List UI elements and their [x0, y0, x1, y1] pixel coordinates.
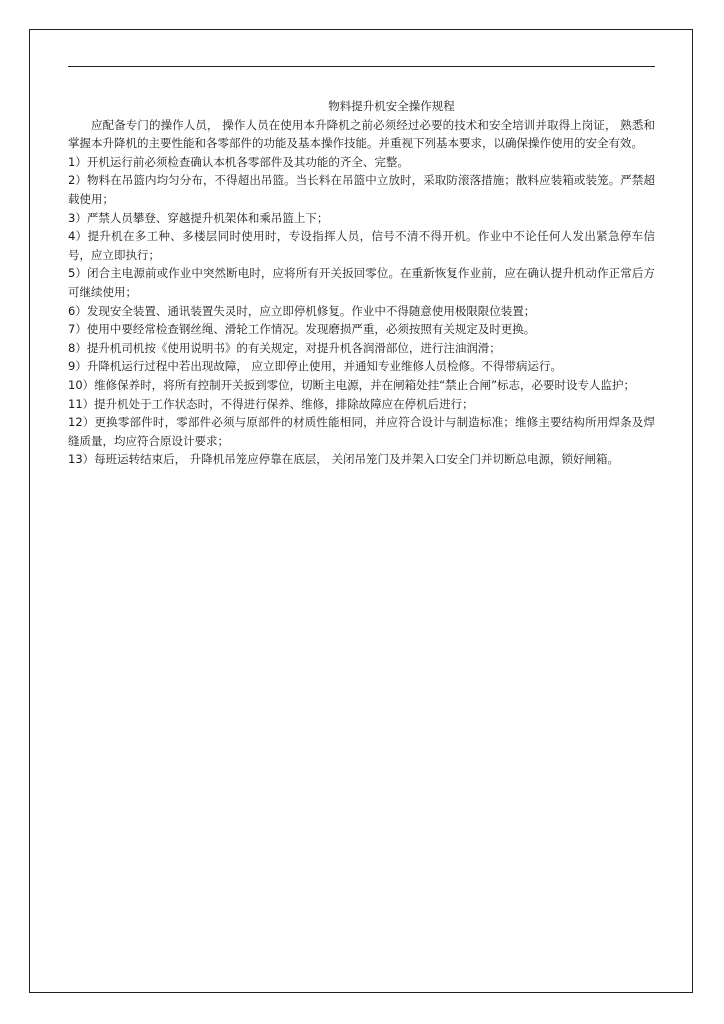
rule-item-2: 2）物料在吊篮内均匀分布，不得超出吊篮。当长料在吊篮中立放时，采取防滚落措施；散料应装箱或装笼。严禁超载使用；	[68, 173, 655, 206]
rule-item-11: 11）提升机处于工作状态时，不得进行保养、维修，排除故障应在停机后进行；	[68, 396, 474, 411]
rule-item-12: 12）更换零部件时，零部件必须与原部件的材质性能相同，并应符合设计与制造标准；维修主要结构所用焊条及焊缝质量，均应符合原设计要求；	[68, 415, 655, 448]
intro-paragraph: 应配备专门的操作人员， 操作人员在使用本升降机之前必须经过必要的技术和安全培训并取得上岗证， 熟悉和掌握本升降机的主要性能和各零部件的功能及基本操作技能。并重视下列基本要求，以确保操作使用的安全有效。	[68, 117, 655, 151]
header-rule	[68, 66, 655, 67]
rule-item-1: 1）开机运行前必须检查确认本机各零部件及其功能的齐全、完整。	[68, 154, 409, 169]
rule-item-9: 9）升降机运行过程中若出现故障， 应立即停止使用，并通知专业维修人员检修。不得带病运行。	[68, 359, 562, 374]
rule-item-7: 7）使用中要经常检查钢丝绳、滑轮工作情况。发现磨损严重，必须按照有关规定及时更换。	[68, 322, 536, 337]
rule-item-13: 13）每班运转结束后， 升降机吊笼应停靠在底层， 关闭吊笼门及并架入口安全门并切断总电源，锁好闸箱。	[68, 452, 619, 467]
rule-item-6: 6）发现安全装置、通讯装置失灵时，应立即停机修复。作业中不得随意使用极限限位装置；	[68, 303, 536, 318]
document-body	[68, 97, 655, 469]
rule-item-3: 3）严禁人员攀登、穿越提升机架体和乘吊篮上下；	[68, 210, 329, 225]
rule-item-8: 8）提升机司机按《使用说明书》的有关规定，对提升机各润滑部位，进行注油润滑；	[68, 340, 501, 355]
document-title: 物料提升机安全操作规程	[328, 99, 455, 113]
rule-item-5: 5）闭合主电源前或作业中突然断电时，应将所有开关扳回零位。在重新恢复作业前，应在确认提升机动作正常后方可继续使用；	[68, 266, 655, 299]
rule-item-4: 4）提升机在多工种、多楼层同时使用时，专设指挥人员，信号不清不得开机。作业中不论任何人发出紧急停车信号，应立即执行；	[68, 229, 655, 262]
rule-item-10: 10）维修保养时，将所有控制开关扳到零位，切断主电源，并在闸箱处挂“禁止合闸”标志，必要时设专人监护；	[68, 377, 636, 392]
